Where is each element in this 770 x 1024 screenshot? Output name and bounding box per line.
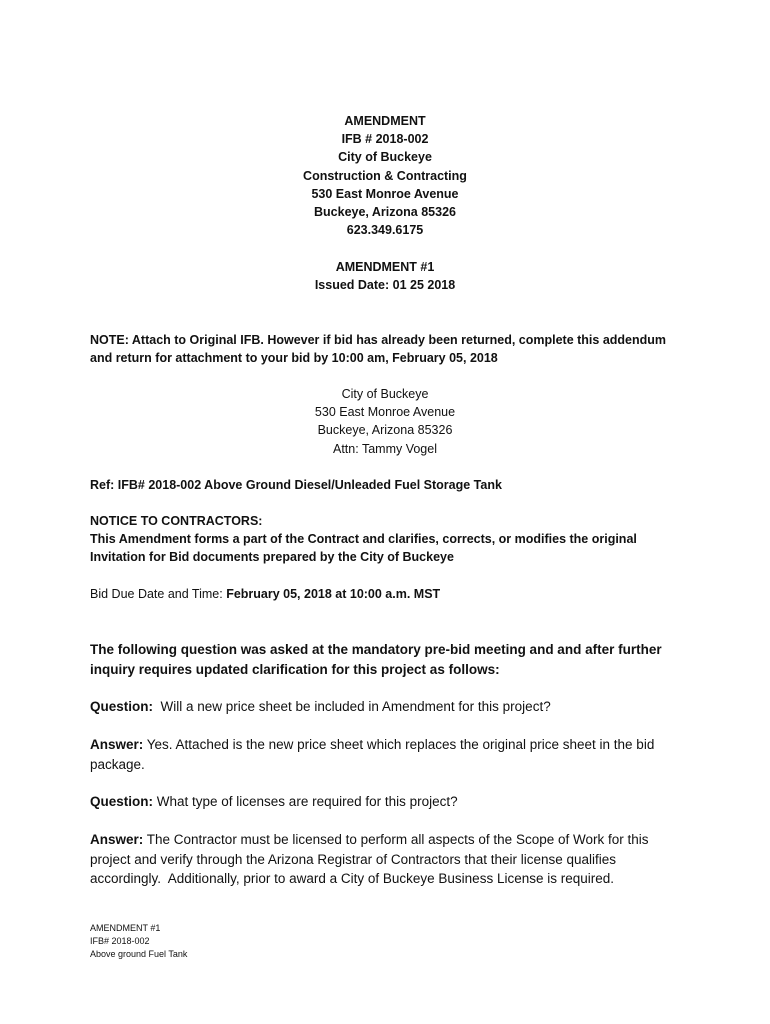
return-address	[0, 385, 770, 458]
header-city: City of Buckeye	[338, 150, 432, 165]
notice-heading: NOTICE TO CONTRACTORS:	[90, 514, 263, 528]
address-attn: Attn: Tammy Vogel	[333, 441, 437, 456]
header-ifb-number: IFB # 2018-002	[341, 132, 429, 147]
due-label: Bid Due Date and Time:	[90, 587, 227, 601]
question-label: Question:	[90, 794, 153, 809]
answer-label: Answer:	[90, 737, 144, 752]
footer-line: AMENDMENT #1	[90, 923, 161, 933]
answer-text: project and verify through the Arizona Registrar of Contractors that their license qualifies	[90, 851, 617, 867]
header-phone: 623.349.6175	[346, 223, 424, 238]
question-1	[90, 697, 690, 717]
note-paragraph	[90, 331, 690, 367]
answer-text: accordingly. Additionally, prior to award a City of Buckeye Business License is required.	[90, 871, 615, 886]
header-department: Construction & Contracting	[303, 168, 467, 183]
address-line: City of Buckeye	[341, 387, 429, 401]
footer-line: Above ground Fuel Tank	[90, 949, 188, 959]
address-line: 530 East Monroe Avenue	[314, 405, 456, 420]
document-header	[0, 112, 770, 239]
notice-line: Invitation for Bid documents prepared by the City of Buckeye	[90, 550, 454, 565]
question-2	[90, 792, 690, 812]
question-label: Question:	[90, 699, 153, 714]
note-line: and return for attachment to your bid by 10:00 am, February 05, 2018	[90, 351, 498, 366]
note-line: NOTE: Attach to Original IFB. However if bid has already been returned, complete this addendum	[90, 333, 667, 347]
bid-due-date	[90, 585, 690, 603]
issued-date: Issued Date: 01 25 2018	[314, 278, 456, 293]
answer-1	[90, 735, 690, 774]
header-title: AMENDMENT	[344, 114, 426, 128]
notice-to-contractors	[90, 512, 690, 567]
header-city-state: Buckeye, Arizona 85326	[314, 205, 456, 220]
question-text: Will a new price sheet be included in Amendment for this project?	[153, 699, 551, 714]
address-line: Buckeye, Arizona 85326	[317, 423, 453, 438]
amendment-number: AMENDMENT #1	[335, 260, 435, 274]
answer-text: The Contractor must be licensed to perform all aspects of the Scope of Work for this	[143, 832, 649, 847]
answer-text: Yes. Attached is the new price sheet which replaces the original price sheet in the bid	[143, 737, 655, 752]
qa-intro	[90, 640, 690, 679]
intro-line: The following question was asked at the mandatory pre-bid meeting and and after further	[90, 642, 662, 657]
answer-2	[90, 830, 690, 889]
reference-text: Ref: IFB# 2018-002 Above Ground Diesel/Unleaded Fuel Storage Tank	[90, 478, 502, 492]
amendment-info	[0, 258, 770, 294]
footer-line: IFB# 2018-002	[90, 936, 150, 946]
question-text: What type of licenses are required for this project?	[153, 794, 458, 809]
notice-line: This Amendment forms a part of the Contract and clarifies, corrects, or modifies the original	[90, 532, 637, 547]
due-value: February 05, 2018 at 10:00 a.m. MST	[226, 587, 441, 601]
header-street: 530 East Monroe Avenue	[311, 186, 459, 201]
answer-label: Answer:	[90, 832, 144, 847]
answer-text: package.	[90, 756, 145, 772]
intro-line: inquiry requires updated clarification for this project as follows:	[90, 661, 500, 677]
page-footer	[90, 922, 187, 961]
reference-line	[90, 476, 690, 494]
